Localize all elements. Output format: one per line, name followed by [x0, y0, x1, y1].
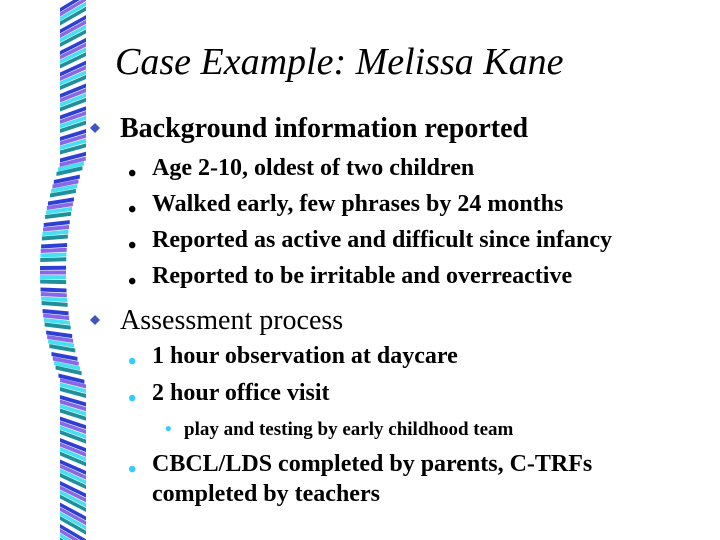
list-item-text: CBCL/LDS completed by parents, C-TRFs	[152, 451, 593, 477]
bullet-icon: •	[128, 349, 137, 375]
spiral-stripe	[40, 280, 66, 285]
bullet-icon: •	[128, 161, 137, 187]
spiral-ring	[60, 395, 86, 421]
sub-list-item-text: play and testing by early childhood team	[184, 419, 514, 440]
spiral-stripe	[41, 243, 67, 249]
section-background-heading	[120, 113, 528, 145]
bullet-icon: •	[128, 457, 137, 483]
bullet-icon: •	[128, 233, 137, 259]
spiral-stripe	[42, 301, 68, 307]
bullet-icon: •	[128, 386, 137, 412]
spiral-ring	[50, 175, 80, 198]
sub-list-item	[165, 419, 514, 441]
list-item-text: Walked early, few phrases by 24 months	[152, 191, 564, 217]
bullet-icon: •	[128, 197, 137, 223]
spiral-ring	[40, 243, 67, 262]
diamond-bullet-icon	[90, 315, 100, 325]
spiral-ring	[56, 152, 86, 176]
section-assessment-heading	[120, 305, 343, 337]
spiral-ring	[40, 266, 66, 284]
bullet-icon: •	[128, 269, 137, 295]
list-item-text: 1 hour observation at daycare	[152, 343, 458, 369]
diamond-bullet-icon	[90, 123, 100, 133]
spiral-ring	[60, 0, 86, 26]
list-item-text: Reported as active and difficult since infancy	[152, 227, 612, 253]
spiral-ring	[51, 352, 81, 375]
spiral-binding-decoration	[0, 0, 100, 540]
spiral-ring	[45, 197, 74, 219]
bullet-icon: •	[165, 419, 172, 440]
spiral-stripe	[40, 253, 66, 258]
list-item-text: Age 2-10, oldest of two children	[152, 155, 475, 181]
spiral-ring	[60, 106, 86, 133]
spiral-ring	[41, 288, 68, 307]
list-item-text: Reported to be irritable and overreactive	[152, 263, 573, 289]
spiral-ring	[46, 331, 75, 353]
list-item-text: 2 hour office visit	[152, 380, 330, 406]
spiral-ring	[42, 220, 70, 240]
spiral-stripe	[41, 288, 67, 293]
section-heading-text: Background information reported	[120, 113, 529, 144]
spiral-stripe	[40, 266, 66, 270]
list-item-text: completed by teachers	[152, 481, 380, 507]
spiral-ring	[43, 309, 71, 330]
spiral-stripe	[40, 271, 66, 275]
spiral-stripe	[41, 248, 67, 253]
spiral-ring	[60, 129, 86, 154]
spiral-stripe	[40, 275, 66, 279]
section-heading-text: Assessment process	[120, 305, 344, 336]
spiral-stripe	[41, 292, 67, 297]
spiral-stripe	[40, 257, 66, 262]
slide-title: Case Example: Melissa Kane	[115, 41, 564, 83]
spiral-ring	[58, 374, 86, 399]
